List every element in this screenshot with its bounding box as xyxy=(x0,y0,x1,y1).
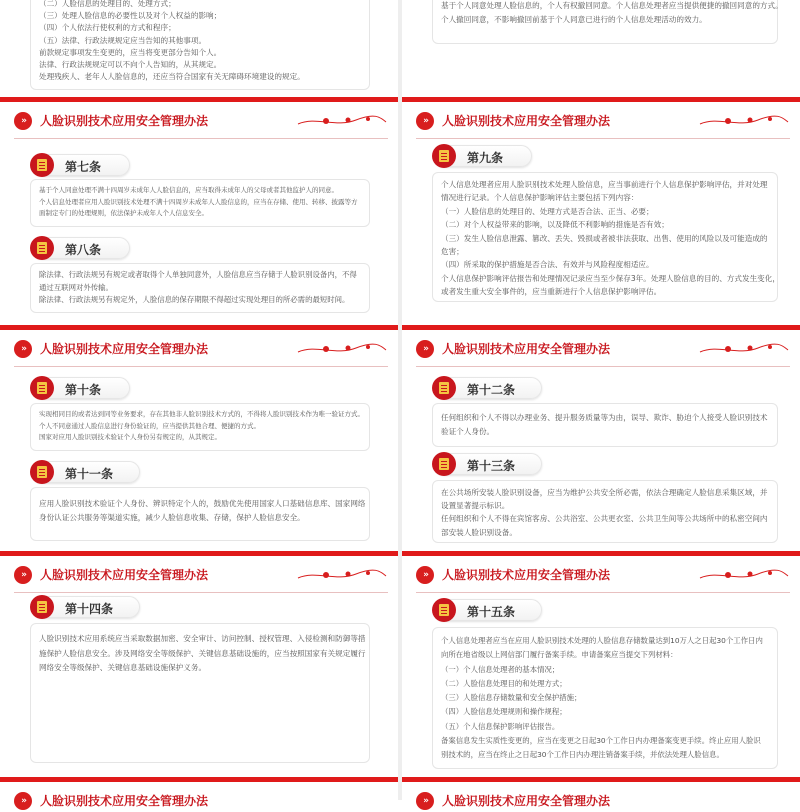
text-line: （五）个人信息保护影响评估报告。 xyxy=(441,721,560,731)
chevron-double-icon: » xyxy=(14,792,32,810)
text-line: 备案信息发生实质性变更的，应当在变更之日起30个工作日内办理备案变更手续。终止应用人脸识 xyxy=(441,736,761,746)
text-line: （二）对个人权益带来的影响，以及降低不利影响的措施是否有效； xyxy=(441,220,669,230)
floral-decoration-icon xyxy=(698,340,790,358)
top-bar xyxy=(0,325,398,330)
content-box xyxy=(30,0,370,90)
header-rule xyxy=(416,138,790,139)
text-line: （四）所采取的保护措施是否合法、有效并与风险程度相适应。 xyxy=(441,260,654,270)
floral-decoration-icon xyxy=(296,566,388,584)
header-rule xyxy=(416,366,790,367)
text-line: （一）个人信息处理者的基本情况； xyxy=(441,664,560,674)
slide-title: 人脸识别技术应用安全管理办法 xyxy=(40,342,209,356)
article-pill xyxy=(434,145,532,167)
slide-title: 人脸识别技术应用安全管理办法 xyxy=(40,114,209,128)
content-box xyxy=(432,480,778,543)
text-line: 人脸识别技术应用系统应当采取数据加密、安全审计、访问控制、授权管理、入侵检测和防御等措 xyxy=(39,634,366,643)
chevron-double-icon: » xyxy=(14,566,32,584)
content-box xyxy=(432,403,778,447)
content-box xyxy=(30,623,370,763)
slide-2-left xyxy=(0,325,398,551)
top-bar xyxy=(0,777,398,782)
article-label: 第九条 xyxy=(467,151,504,165)
content-box xyxy=(432,0,783,44)
article-label: 第十四条 xyxy=(65,602,114,616)
text-line: （四）人脸信息处理规则和操作规程； xyxy=(441,707,567,717)
notebook-icon xyxy=(30,376,54,400)
text-line: 国家对应用人脸识别技术验证个人身份另有规定的，从其规定。 xyxy=(39,433,221,441)
text-line: 部安装人脸识别设备。 xyxy=(441,527,517,537)
text-line: 应用人脸识别技术验证个人身份、辨识特定个人的，鼓励优先使用国家人口基础信息库、国家网络 xyxy=(39,499,366,508)
text-line: 设置显著提示标识。 xyxy=(441,501,510,511)
content-box xyxy=(30,403,370,451)
slide-header xyxy=(0,564,398,586)
article-pill xyxy=(32,377,130,399)
text-line: 个人撤回同意，不影响撤回前基于个人同意已进行的个人信息处理活动的效力。 xyxy=(441,15,707,24)
top-bar xyxy=(0,97,398,102)
slide-3-left xyxy=(0,551,398,777)
slide-header xyxy=(402,790,800,812)
text-line: 通过互联网对外传输。 xyxy=(39,282,113,292)
slide-title: 人脸识别技术应用安全管理办法 xyxy=(40,568,209,582)
text-line: 个人信息处理者应用人脸识别技术处理不满十四周岁未成年人人脸信息的，应当在存储、使用、转移、披露等方 xyxy=(39,197,358,206)
text-line: 情况进行记录。个人信息保护影响评估主要包括下列内容： xyxy=(441,193,639,203)
article-label: 第十条 xyxy=(65,383,102,397)
header-rule xyxy=(14,366,388,367)
floral-decoration-icon xyxy=(296,340,388,358)
text-line: 施保护人脸信息安全。涉及网络安全等级保护、关键信息基础设施的，应当按照国家有关规定履行 xyxy=(39,648,366,658)
slide-0-right xyxy=(402,0,800,97)
article-label: 第十三条 xyxy=(467,459,516,473)
header-rule xyxy=(14,138,388,139)
text-line: （五）法律、行政法规规定应当告知的其他事项。 xyxy=(39,35,207,45)
slide-1-left xyxy=(0,97,398,325)
article-label: 第十一条 xyxy=(65,467,114,481)
content-box xyxy=(432,627,778,769)
text-line: 实现相同目的或者达到同等业务要求，存在其他非人脸识别技术方式的，不得将人脸识别技术作为唯一验证方式。 xyxy=(39,410,364,418)
text-line: 除法律、行政法规另有规定外，人脸信息的保存期限不得超过实现处理目的所必需的最短时间。 xyxy=(39,295,350,304)
text-line: （三）人脸信息存储数量和安全保护措施； xyxy=(441,693,582,703)
notebook-icon xyxy=(432,376,456,400)
article-label: 第八条 xyxy=(65,243,102,257)
notebook-icon xyxy=(30,153,54,177)
slide-1-right xyxy=(402,97,800,325)
floral-decoration-icon xyxy=(698,112,790,130)
chevron-double-icon: » xyxy=(14,340,32,358)
text-line: 基于个人同意处理人脸信息的，个人有权撤回同意。个人信息处理者应当提供便捷的撤回同意的方式。 xyxy=(441,1,783,10)
article-label: 第七条 xyxy=(65,160,102,174)
floral-decoration-icon xyxy=(698,566,790,584)
text-line: 验证个人身份。 xyxy=(441,427,495,436)
top-bar xyxy=(402,97,800,102)
article-label: 第十二条 xyxy=(467,383,516,397)
text-line: （三）发生人脸信息泄露、篡改、丢失、毁损或者被非法获取、出售、使用的风险以及可能造成的 xyxy=(441,233,768,243)
text-line: 处理残疾人、老年人人脸信息的，还应当符合国家有关无障碍环境建设的规定。 xyxy=(39,72,305,82)
text-line: 法律、行政法规规定可以不向个人告知的，从其规定。 xyxy=(39,60,222,70)
text-line: 个人信息保护影响评估报告和处理情况记录应当至少保存3年。处理人脸信息的目的、方式发生变化， xyxy=(441,273,780,283)
text-line: 危害； xyxy=(441,247,464,257)
text-line: 身份认证公共服务等渠道实施，减少人脸信息收集、存储，保护人脸信息安全。 xyxy=(39,513,305,522)
article-pill xyxy=(434,377,542,399)
chevron-double-icon: » xyxy=(416,340,434,358)
notebook-icon xyxy=(432,452,456,476)
text-line: 除法律、行政法规另有规定或者取得个人单独同意外，人脸信息应当存储于人脸识别设备内，不得 xyxy=(39,270,357,279)
article-pill xyxy=(434,599,542,621)
text-line: 或者发生重大安全事件的，应当重新进行个人信息保护影响评估。 xyxy=(441,287,662,297)
slide-header xyxy=(402,338,800,360)
text-line: 前款规定事项发生变更的，应当将变更部分告知个人。 xyxy=(39,47,222,57)
slide-header xyxy=(402,110,800,132)
slide-title: 人脸识别技术应用安全管理办法 xyxy=(442,794,611,808)
text-line: 面制定专门的处理规则，依法保护未成年人个人信息安全。 xyxy=(39,209,208,217)
top-bar xyxy=(0,551,398,556)
text-line: （二）人脸信息的处理目的、处理方式； xyxy=(39,0,176,8)
text-line: 个人信息处理者应当在应用人脸识别技术处理的人脸信息存储数量达到10万人之日起30个工作日内 xyxy=(441,636,763,645)
text-line: 别技术的，应当在终止之日起30个工作日内办理注销备案手续，并依法处理人脸信息。 xyxy=(441,750,724,760)
slide-2-right xyxy=(402,325,800,551)
slide-0-left xyxy=(0,0,398,97)
chevron-double-icon: » xyxy=(416,792,434,810)
content-box xyxy=(30,487,370,541)
text-line: 任何组织和个人不得以办理业务、提升服务质量等为由，误导、欺诈、胁迫个人接受人脸识别技术 xyxy=(441,413,768,422)
text-line: （二）人脸信息处理目的和处理方式； xyxy=(441,678,567,688)
article-pill xyxy=(434,453,542,475)
slide-4-right xyxy=(402,777,800,808)
slide-header xyxy=(402,564,800,586)
article-pill xyxy=(32,154,130,176)
slide-title: 人脸识别技术应用安全管理办法 xyxy=(40,794,209,808)
slide-header xyxy=(0,110,398,132)
notebook-icon xyxy=(30,595,54,619)
chevron-double-icon: » xyxy=(14,112,32,130)
notebook-icon xyxy=(30,236,54,260)
chevron-double-icon: » xyxy=(416,112,434,130)
article-pill xyxy=(32,461,140,483)
top-bar xyxy=(402,551,800,556)
article-pill xyxy=(32,237,130,259)
content-box xyxy=(30,263,370,313)
slide-4-left xyxy=(0,777,398,808)
text-line: 个人不同意通过人脸信息进行身份验证的，应当提供其他合理、便捷的方式。 xyxy=(39,421,260,430)
content-box xyxy=(432,172,778,302)
slide-header xyxy=(0,790,398,812)
slide-title: 人脸识别技术应用安全管理办法 xyxy=(442,568,611,582)
slide-header xyxy=(0,338,398,360)
text-line: 任何组织和个人不得在宾馆客房、公共浴室、公共更衣室、公共卫生间等公共场所中的私密空间内 xyxy=(441,514,768,524)
top-bar xyxy=(402,777,800,782)
slide-title: 人脸识别技术应用安全管理办法 xyxy=(442,114,611,128)
text-line: （三）处理人脸信息的必要性以及对个人权益的影响； xyxy=(39,11,222,21)
notebook-icon xyxy=(432,144,456,168)
top-bar xyxy=(402,325,800,330)
text-line: 基于个人同意处理不满十四周岁未成年人人脸信息的，应当取得未成年人的父母或者其他监护人的同意。 xyxy=(39,186,338,194)
text-line: 向所在地省级以上网信部门履行备案手续。申请备案应当提交下列材料： xyxy=(441,650,678,660)
floral-decoration-icon xyxy=(296,112,388,130)
text-line: 网络安全等级保护、关键信息基础设施保护义务。 xyxy=(39,663,207,672)
text-line: 个人信息处理者应用人脸识别技术处理人脸信息，应当事前进行个人信息保护影响评估，并对处理 xyxy=(441,180,768,189)
notebook-icon xyxy=(432,598,456,622)
header-rule xyxy=(14,592,388,593)
article-label: 第十五条 xyxy=(467,605,516,619)
text-line: （一）人脸信息的处理目的、处理方式是否合法、正当、必要； xyxy=(441,206,654,216)
slide-3-right xyxy=(402,551,800,777)
text-line: 在公共场所安装人脸识别设备，应当为维护公共安全所必需，依法合理确定人脸信息采集区域，并 xyxy=(441,488,768,497)
text-line: （四）个人依法行使权利的方式和程序； xyxy=(39,23,176,33)
article-pill xyxy=(32,596,140,618)
header-rule xyxy=(416,592,790,593)
notebook-icon xyxy=(30,460,54,484)
chevron-double-icon: » xyxy=(416,566,434,584)
content-box xyxy=(30,179,370,227)
slide-title: 人脸识别技术应用安全管理办法 xyxy=(442,342,611,356)
